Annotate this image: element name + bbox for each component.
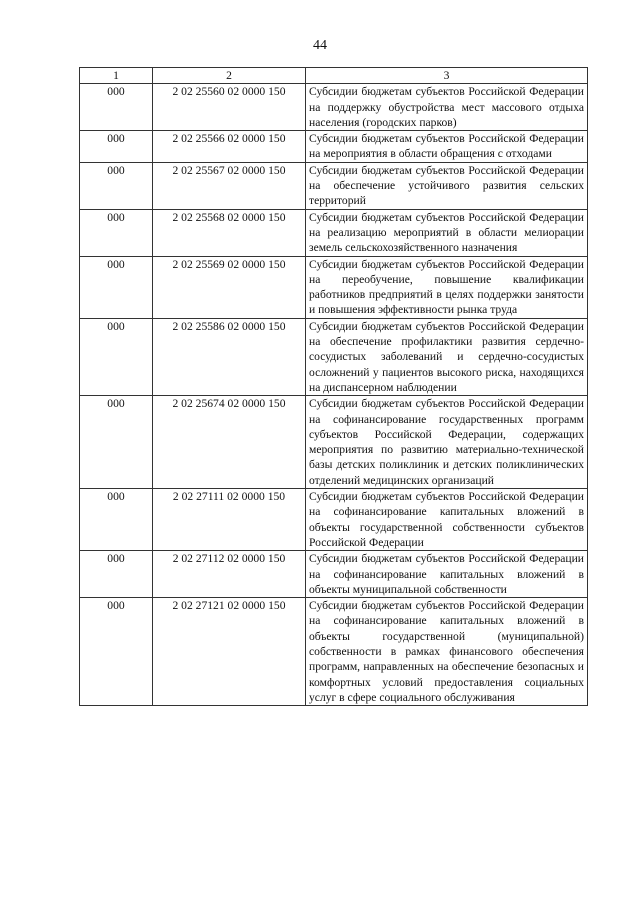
description-cell: Субсидии бюджетам субъектов Российской Федерации на поддержку обустройства мест массового отдыха населения (городских парков)	[306, 84, 588, 131]
column-header-3: 3	[306, 68, 588, 84]
admin-code-cell: 000	[80, 162, 153, 209]
description-cell: Субсидии бюджетам субъектов Российской Федерации на обеспечение устойчивого развития сельских территорий	[306, 162, 588, 209]
table-row	[80, 598, 588, 706]
budget-code-cell: 2 02 25567 02 0000 150	[153, 162, 306, 209]
page-number: 44	[313, 38, 327, 53]
admin-code-cell: 000	[80, 489, 153, 551]
column-header-1: 1	[80, 68, 153, 84]
table-row	[80, 209, 588, 256]
description-cell: Субсидии бюджетам субъектов Российской Федерации на софинансирование государственных программ субъектов Российской Федерации, содержащих мероприятия по развитию материально-технической базы детских поликлиник и детских поликлинических отделений медицинских организаций	[306, 396, 588, 489]
admin-code-cell: 000	[80, 256, 153, 318]
admin-code-cell: 000	[80, 551, 153, 598]
admin-code-cell: 000	[80, 131, 153, 163]
budget-code-cell: 2 02 27111 02 0000 150	[153, 489, 306, 551]
budget-code-cell: 2 02 25569 02 0000 150	[153, 256, 306, 318]
table-row	[80, 131, 588, 163]
budget-code-cell: 2 02 25674 02 0000 150	[153, 396, 306, 489]
table-header-row	[80, 68, 588, 84]
budget-code-cell: 2 02 25568 02 0000 150	[153, 209, 306, 256]
budget-code-cell: 2 02 25560 02 0000 150	[153, 84, 306, 131]
table-row	[80, 256, 588, 318]
admin-code-cell: 000	[80, 396, 153, 489]
table-row	[80, 396, 588, 489]
description-cell: Субсидии бюджетам субъектов Российской Федерации на софинансирование капитальных вложений в объекты государственной собственности субъектов Российской Федерации	[306, 489, 588, 551]
description-cell: Субсидии бюджетам субъектов Российской Федерации на софинансирование капитальных вложений в объекты государственной (муниципальной) собственности в рамках финансового обеспечения программ, направленных на обеспечение безопасных и комфортных условий предоставления социальных услуг в сфере социального обслуживания	[306, 598, 588, 706]
description-cell: Субсидии бюджетам субъектов Российской Федерации на реализацию мероприятий в области мелиорации земель сельскохозяйственного назначения	[306, 209, 588, 256]
budget-code-cell: 2 02 25586 02 0000 150	[153, 318, 306, 395]
admin-code-cell: 000	[80, 209, 153, 256]
description-cell: Субсидии бюджетам субъектов Российской Федерации на софинансирование капитальных вложений в объекты муниципальной собственности	[306, 551, 588, 598]
budget-code-cell: 2 02 27112 02 0000 150	[153, 551, 306, 598]
table-row	[80, 489, 588, 551]
table-row	[80, 162, 588, 209]
budget-revenue-table	[79, 67, 588, 706]
description-cell: Субсидии бюджетам субъектов Российской Федерации на мероприятия в области обращения с отходами	[306, 131, 588, 163]
admin-code-cell: 000	[80, 318, 153, 395]
budget-code-cell: 2 02 27121 02 0000 150	[153, 598, 306, 706]
description-cell: Субсидии бюджетам субъектов Российской Федерации на обеспечение профилактики развития сердечно-сосудистых заболеваний и сердечно-сосудистых осложнений у пациентов высокого риска, находящихся на диспансерном наблюдении	[306, 318, 588, 395]
table-row	[80, 318, 588, 395]
budget-code-cell: 2 02 25566 02 0000 150	[153, 131, 306, 163]
table-row	[80, 84, 588, 131]
column-header-2: 2	[153, 68, 306, 84]
table-row	[80, 551, 588, 598]
description-cell: Субсидии бюджетам субъектов Российской Федерации на переобучение, повышение квалификации работников предприятий в целях поддержки занятости и повышения эффективности рынка труда	[306, 256, 588, 318]
admin-code-cell: 000	[80, 598, 153, 706]
admin-code-cell: 000	[80, 84, 153, 131]
